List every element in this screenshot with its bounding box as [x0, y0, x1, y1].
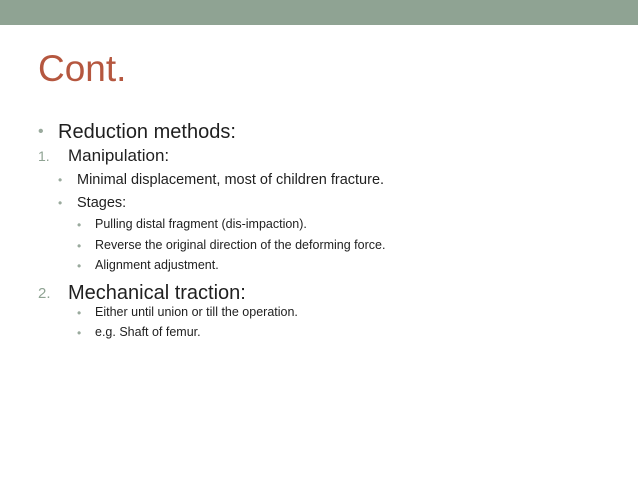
list-item-alignment-adjustment: Alignment adjustment.: [95, 258, 219, 272]
list-item-manipulation: Manipulation:: [68, 146, 170, 165]
number-marker: 2.: [38, 285, 51, 302]
bullet-marker: •: [58, 173, 63, 187]
bullet-marker: •: [77, 259, 82, 273]
list-item-minimal-displacement: Minimal displacement, most of children fracture.: [77, 172, 385, 188]
list-item-mechanical-traction: Mechanical traction:: [68, 282, 246, 304]
top-accent-bar: [0, 0, 638, 25]
bullet-marker: •: [58, 196, 63, 210]
number-marker: 1.: [38, 148, 50, 164]
bullet-marker: •: [77, 306, 82, 320]
list-item-stages: Stages:: [77, 195, 127, 211]
bullet-marker: •: [38, 123, 44, 140]
list-item-either-until-union: Either until union or till the operation.: [95, 305, 298, 319]
bullet-marker: •: [77, 218, 82, 232]
slide-title: Cont.: [38, 48, 127, 89]
list-item-reduction-methods: Reduction methods:: [58, 121, 236, 143]
list-item-reverse-direction: Reverse the original direction of the deforming force.: [95, 238, 386, 252]
bullet-marker: •: [77, 239, 82, 253]
list-item-shaft-of-femur: e.g. Shaft of femur.: [95, 325, 201, 339]
bullet-marker: •: [77, 326, 82, 340]
list-item-pulling-distal-fragment: Pulling distal fragment (dis-impaction).: [95, 217, 307, 231]
